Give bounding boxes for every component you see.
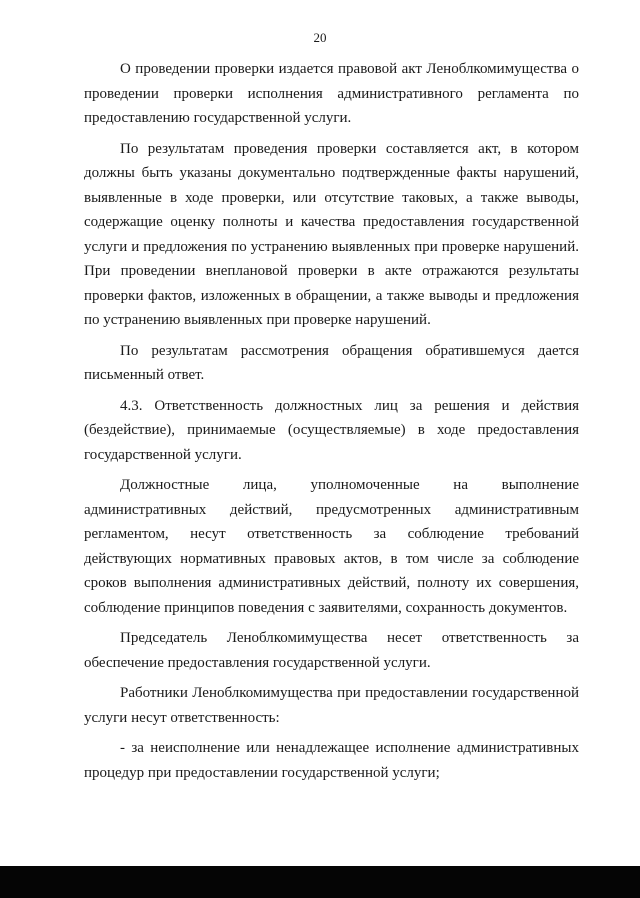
paragraph-chairman-responsibility: Председатель Леноблкомимущества несет ответственность за обеспечение предоставления государственной услуги. xyxy=(84,630,579,671)
document-body xyxy=(84,57,579,791)
scan-edge-bar xyxy=(0,866,640,898)
list-item-nonperformance: - за неисполнение или ненадлежащее исполнение административных процедур при предоставлении государственной услуги; xyxy=(84,740,579,781)
paragraph-officials-responsibility: Должностные лица, уполномоченные на выполнение административных действий, предусмотренных административным регламентом, несут ответственность за соблюдение требований действующих нормативных правовых актов, в том числе за соблюдение сроков выполнения административных действий, полноту их совершения, соблюдение принципов поведения с заявителями, сохранность документов. xyxy=(84,477,579,616)
paragraph-employees-responsibility: Работники Леноблкомимущества при предоставлении государственной услуги несут ответственность: xyxy=(84,685,579,726)
page-number: 20 xyxy=(313,30,327,45)
paragraph-written-response: По результатам рассмотрения обращения обратившемуся дается письменный ответ. xyxy=(84,342,579,383)
paragraph-inspection-results: По результатам проведения проверки составляется акт, в котором должны быть указаны документально подтвержденные факты нарушений, выявленные в ходе проверки, или отсутствие таковых, а также выводы, содержащие оценку полноты и качества предоставления государственной услуги и предложения по устранению выявленных при проверке нарушений. При проведении внеплановой проверки в акте отражаются результаты проверки фактов, изложенных в обращении, а также выводы и предложения по устранению выявленных при проверке нарушений. xyxy=(84,140,579,328)
section-heading-4-3: 4.3. Ответственность должностных лиц за решения и действия (бездействие), принимаемые (осуществляемые) в ходе предоставления государственной услуги. xyxy=(84,397,579,463)
paragraph-inspection-act: О проведении проверки издается правовой акт Леноблкомимущества о проведении проверки исполнения административного регламента по предоставлению государственной услуги. xyxy=(84,61,579,126)
